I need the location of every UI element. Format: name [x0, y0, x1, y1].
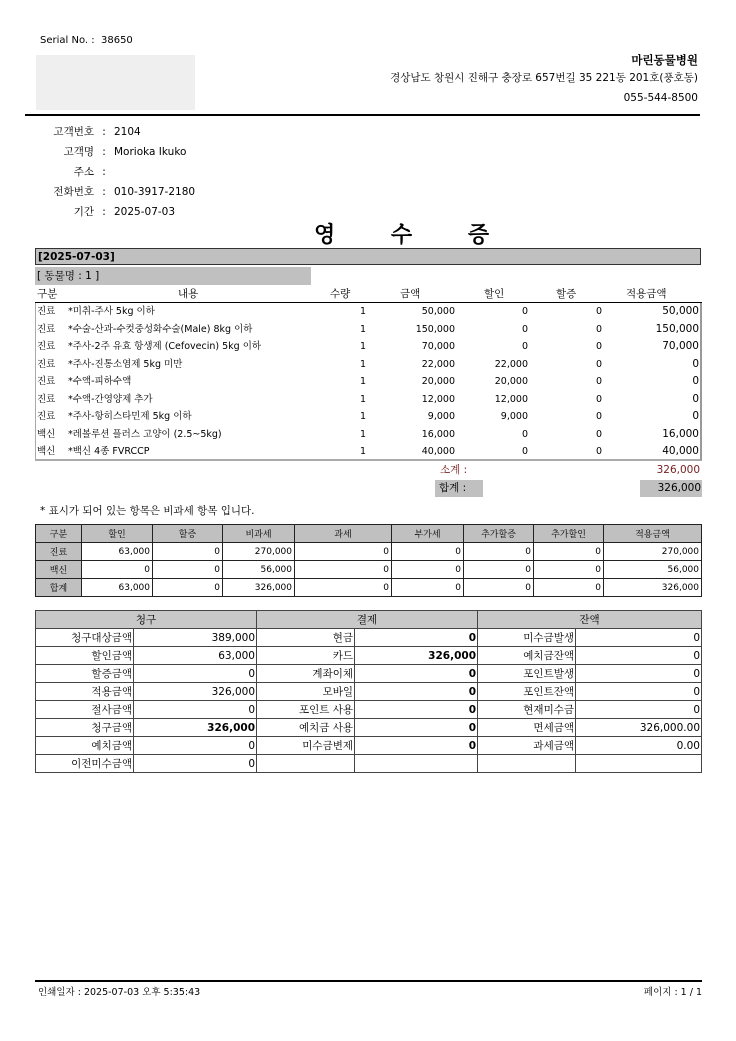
customer-field	[36, 202, 195, 222]
claim-value: 326,000	[134, 719, 257, 737]
col-header-applied: 적용금액	[626, 288, 667, 300]
customer-number: 2104	[114, 126, 141, 138]
item-description: *백신 4종 FVRCCP	[68, 446, 150, 457]
col-header-category: 구분	[37, 288, 58, 300]
balance-label: 예치금잔액	[478, 647, 576, 665]
field-label: 고객명	[63, 146, 94, 158]
field-label: 고객번호	[53, 126, 94, 138]
customer-field	[36, 122, 195, 142]
item-discount: 0	[521, 428, 528, 440]
settle-label: 미수금변제	[257, 737, 355, 755]
summary-col-header: 과세	[295, 525, 392, 543]
col-header-surcharge: 할증	[556, 288, 577, 300]
settle-label: 계좌이체	[257, 665, 355, 683]
summary-cell: 63,000	[82, 579, 153, 597]
page-number: 페이지 : 1 / 1	[643, 987, 702, 998]
settle-value: 0	[355, 665, 478, 683]
settle-label	[257, 755, 355, 773]
item-applied: 40,000	[662, 445, 699, 457]
item-amount: 22,000	[421, 358, 455, 370]
item-applied: 16,000	[662, 427, 699, 440]
claim-label: 할증금액	[36, 665, 134, 683]
item-applied: 0	[692, 375, 699, 387]
summary-cell: 0	[295, 579, 392, 597]
balance-value: 0	[576, 665, 702, 683]
summary-col-header: 부가세	[392, 525, 464, 543]
header-divider	[25, 114, 700, 116]
item-qty: 1	[359, 428, 366, 440]
claim-label: 청구대상금액	[36, 629, 134, 647]
claim-value: 0	[134, 755, 257, 773]
summary-cell: 0	[153, 543, 223, 561]
summary-row-label: 진료	[36, 543, 82, 561]
item-discount: 0	[521, 306, 528, 317]
item-description: *주사-진통소염제 5kg 미만	[68, 358, 183, 370]
settle-value	[355, 755, 478, 773]
item-surcharge: 0	[595, 393, 602, 405]
colon: :	[102, 126, 106, 138]
summary-cell: 0	[153, 579, 223, 597]
payment-row	[36, 629, 702, 647]
colon: :	[102, 186, 106, 198]
settle-value: 0	[355, 629, 478, 647]
item-discount: 22,000	[494, 358, 528, 370]
item-surcharge: 0	[595, 428, 602, 440]
balance-value: 0	[576, 683, 702, 701]
summary-cell: 326,000	[223, 579, 295, 597]
item-discount: 0	[521, 323, 528, 335]
summary-row-label: 합계	[36, 579, 82, 597]
summary-cell: 0	[534, 543, 604, 561]
balance-value: 326,000.00	[576, 719, 702, 737]
item-row	[36, 338, 700, 355]
settle-label: 예치금 사용	[257, 719, 355, 737]
balance-label: 미수금발생	[478, 629, 576, 647]
settle-value: 0	[355, 683, 478, 701]
item-category: 백신	[37, 428, 56, 440]
colon: :	[102, 166, 106, 178]
customer-name: Morioka Ikuko	[114, 146, 187, 158]
item-description: *수액-간영양제 추가	[68, 393, 153, 405]
customer-field	[36, 162, 195, 182]
item-description: *주사-항히스타민제 5kg 이하	[68, 411, 192, 422]
payment-row	[36, 701, 702, 719]
balance-label: 과세금액	[478, 737, 576, 755]
settle-value: 0	[355, 737, 478, 755]
col-header-amount: 금액	[400, 288, 421, 300]
colon: :	[102, 146, 106, 158]
item-discount: 20,000	[494, 376, 528, 387]
item-surcharge: 0	[595, 323, 602, 335]
summary-row	[36, 561, 702, 579]
summary-cell: 0	[464, 543, 534, 561]
summary-col-header: 할인	[82, 525, 153, 543]
item-qty: 1	[359, 446, 366, 457]
receipt-title: 영 수 증	[314, 223, 514, 248]
claim-label: 이전미수금액	[36, 755, 134, 773]
item-amount: 40,000	[421, 446, 455, 457]
item-amount: 20,000	[421, 376, 455, 387]
field-label: 전화번호	[53, 186, 94, 198]
balance-label: 현재미수금	[478, 701, 576, 719]
summary-col-header: 추가할인	[534, 525, 604, 543]
items-list	[35, 303, 702, 461]
settle-label: 모바일	[257, 683, 355, 701]
item-amount: 9,000	[427, 411, 455, 422]
customer-field	[36, 142, 195, 162]
summary-row-label: 백신	[36, 561, 82, 579]
item-qty: 1	[359, 411, 366, 422]
item-row	[36, 408, 700, 425]
summary-col-header: 비과세	[223, 525, 295, 543]
claim-label: 적용금액	[36, 683, 134, 701]
summary-row	[36, 543, 702, 561]
item-row	[36, 356, 700, 373]
tax-exempt-note: * 표시가 되어 있는 항목은 비과세 항목 입니다.	[40, 505, 255, 517]
summary-cell: 0	[82, 561, 153, 579]
item-category: 진료	[37, 306, 56, 317]
payment-row	[36, 665, 702, 683]
col-header-discount: 할인	[484, 288, 505, 300]
claim-label: 할인금액	[36, 647, 134, 665]
item-category: 진료	[37, 376, 56, 387]
summary-cell: 326,000	[604, 579, 702, 597]
summary-cell: 0	[392, 543, 464, 561]
claim-value: 0	[134, 665, 257, 683]
claim-label: 절사금액	[36, 701, 134, 719]
summary-cell: 0	[295, 561, 392, 579]
summary-cell: 0	[464, 579, 534, 597]
balance-value: 0.00	[576, 737, 702, 755]
item-discount: 0	[521, 341, 528, 352]
print-date: 인쇄일자 : 2025-07-03 오후 5:35:43	[38, 987, 201, 998]
item-row	[36, 426, 700, 443]
settle-value: 326,000	[355, 647, 478, 665]
summary-cell: 270,000	[604, 543, 702, 561]
balance-label: 포인트발생	[478, 665, 576, 683]
hospital-name: 마린동물병원	[631, 53, 698, 67]
item-amount: 50,000	[421, 306, 455, 317]
header-settle: 결제	[257, 611, 478, 629]
item-surcharge: 0	[595, 446, 602, 457]
summary-row	[36, 579, 702, 597]
item-description: *수액-피하수액	[68, 376, 132, 387]
item-discount: 9,000	[500, 411, 528, 422]
header-claim: 청구	[36, 611, 257, 629]
logo-placeholder	[36, 55, 195, 110]
item-applied: 50,000	[662, 305, 699, 317]
item-row	[36, 303, 700, 320]
summary-col-header: 구분	[36, 525, 82, 543]
item-description: *레볼루션 플러스 고양이 (2.5~5kg)	[68, 428, 222, 440]
balance-value: 0	[576, 647, 702, 665]
payment-table	[35, 610, 702, 773]
claim-value: 0	[134, 737, 257, 755]
item-description: *수술-산과-수컷중성화수술(Male) 8kg 이하	[68, 323, 253, 335]
settle-value: 0	[355, 719, 478, 737]
serial-value: 38650	[100, 35, 133, 46]
item-row	[36, 373, 700, 390]
total-value: 326,000	[640, 480, 702, 497]
summary-cell: 56,000	[223, 561, 295, 579]
summary-cell: 0	[392, 579, 464, 597]
balance-label: 면세금액	[478, 719, 576, 737]
field-label: 주소	[73, 166, 94, 178]
item-category: 진료	[37, 323, 56, 335]
item-description: *미취-주사 5kg 이하	[68, 306, 155, 317]
serial-label: Serial No. :	[40, 35, 95, 46]
payment-row	[36, 647, 702, 665]
summary-cell: 0	[464, 561, 534, 579]
settle-label: 카드	[257, 647, 355, 665]
item-applied: 150,000	[655, 322, 699, 335]
payment-row	[36, 737, 702, 755]
visit-date-bar: [2025-07-03]	[35, 248, 701, 265]
item-category: 진료	[37, 393, 56, 405]
summary-cell: 270,000	[223, 543, 295, 561]
item-category: 백신	[37, 446, 56, 457]
balance-value	[576, 755, 702, 773]
col-header-desc: 내용	[178, 288, 199, 300]
settle-value: 0	[355, 701, 478, 719]
settle-label: 현금	[257, 629, 355, 647]
settle-label: 포인트 사용	[257, 701, 355, 719]
item-surcharge: 0	[595, 411, 602, 422]
item-qty: 1	[359, 341, 366, 352]
payment-row	[36, 683, 702, 701]
item-row	[36, 391, 700, 408]
summary-col-header: 할증	[153, 525, 223, 543]
item-qty: 1	[359, 358, 366, 370]
serial-number	[40, 35, 133, 46]
payment-row	[36, 755, 702, 773]
item-surcharge: 0	[595, 376, 602, 387]
summary-cell: 0	[392, 561, 464, 579]
item-surcharge: 0	[595, 306, 602, 317]
item-qty: 1	[359, 376, 366, 387]
item-amount: 150,000	[415, 323, 455, 335]
item-applied: 0	[692, 392, 699, 405]
item-applied: 70,000	[662, 340, 699, 352]
balance-label: 포인트잔액	[478, 683, 576, 701]
summary-cell: 0	[153, 561, 223, 579]
hospital-info	[390, 52, 698, 108]
item-surcharge: 0	[595, 341, 602, 352]
item-category: 진료	[37, 341, 56, 352]
item-row	[36, 443, 700, 460]
claim-value: 389,000	[134, 629, 257, 647]
item-row	[36, 321, 700, 338]
balance-label	[478, 755, 576, 773]
hospital-phone: 055-544-8500	[623, 92, 698, 104]
item-amount: 70,000	[421, 341, 455, 352]
claim-label: 예치금액	[36, 737, 134, 755]
item-discount: 12,000	[494, 393, 528, 405]
claim-label: 청구금액	[36, 719, 134, 737]
item-qty: 1	[359, 306, 366, 317]
item-amount: 16,000	[421, 428, 455, 440]
colon: :	[102, 206, 106, 218]
item-surcharge: 0	[595, 358, 602, 370]
category-summary-table	[35, 524, 702, 597]
footer-divider	[35, 980, 702, 982]
item-description: *주사-2주 유효 항생제 (Cefovecin) 5kg 이하	[68, 341, 262, 352]
claim-value: 63,000	[134, 647, 257, 665]
item-qty: 1	[359, 323, 366, 335]
balance-value: 0	[576, 701, 702, 719]
summary-col-header: 추가할증	[464, 525, 534, 543]
subtotal-label: 소계 :	[440, 464, 468, 476]
claim-value: 0	[134, 701, 257, 719]
header-balance: 잔액	[478, 611, 702, 629]
subtotal-value: 326,000	[656, 464, 700, 476]
col-header-qty: 수량	[330, 288, 351, 300]
payment-row	[36, 719, 702, 737]
summary-cell: 0	[534, 579, 604, 597]
hospital-address: 경상남도 창원시 진해구 충장로 657번길 35 221동 201호(풍호동)	[390, 72, 698, 84]
pet-name-bar: [ 동물명 : 1 ]	[35, 267, 311, 285]
balance-value: 0	[576, 629, 702, 647]
period: 2025-07-03	[114, 206, 176, 218]
summary-cell: 63,000	[82, 543, 153, 561]
claim-value: 326,000	[134, 683, 257, 701]
total-label: 합계 :	[435, 480, 483, 497]
item-qty: 1	[359, 393, 366, 405]
summary-cell: 0	[295, 543, 392, 561]
summary-col-header: 적용금액	[604, 525, 702, 543]
summary-cell: 56,000	[604, 561, 702, 579]
summary-cell: 0	[534, 561, 604, 579]
customer-phone: 010-3917-2180	[114, 186, 196, 198]
customer-field	[36, 182, 195, 202]
item-amount: 12,000	[421, 393, 455, 405]
item-applied: 0	[692, 357, 699, 370]
field-label: 기간	[73, 206, 94, 218]
customer-info	[36, 122, 195, 222]
item-discount: 0	[521, 446, 528, 457]
item-category: 진료	[37, 411, 56, 422]
item-applied: 0	[692, 410, 699, 422]
item-category: 진료	[37, 358, 56, 370]
